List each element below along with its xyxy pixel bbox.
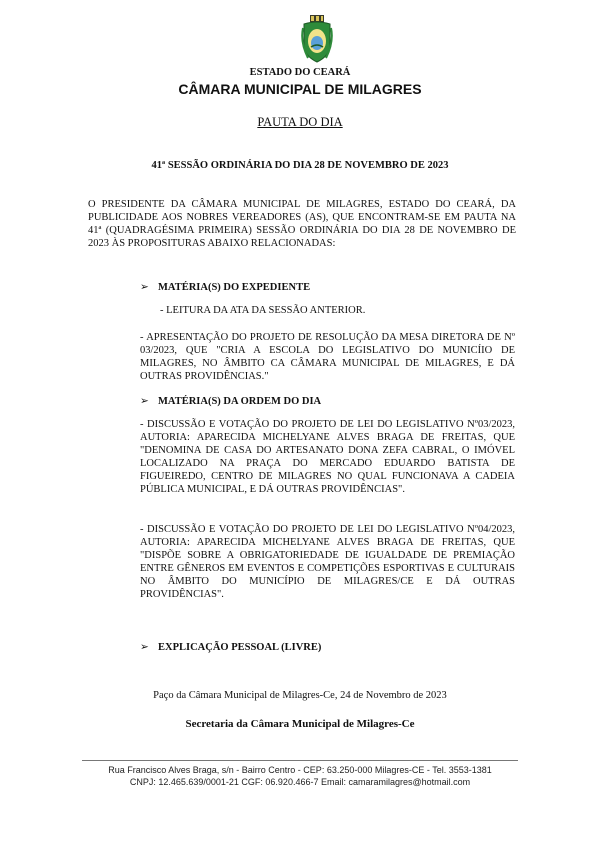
intro-paragraph: O PRESIDENTE DA CÂMARA MUNICIPAL DE MILAGRES, ESTADO DO CEARÁ, DA PUBLICIDADE AOS NOBRES VEREADORES (AS), QUE ENCONTRAM-SE EM PAUTA NA 41ª (QUADRAGÉSIMA PRIMEIRA) SESSÃO ORDINÁRIA DO DIA 28 DE NOVEMBRO DE 2023 ÀS PROPOSITURAS ABAIXO RELACIONADAS: <box>88 199 516 249</box>
arrow-bullet-icon: ➢ <box>140 642 149 653</box>
place-date-line: Paço da Câmara Municipal de Milagres-Ce, 24 de Novembro de 2023 <box>153 690 447 701</box>
session-title: 41ª SESSÃO ORDINÁRIA DO DIA 28 DE NOVEMBRO DE 2023 <box>151 160 449 171</box>
section-explicacao-heading: ➢ EXPLICAÇÃO PESSOAL (LIVRE) <box>140 642 322 653</box>
expediente-item-2: - APRESENTAÇÃO DO PROJETO DE RESOLUÇÃO DA MESA DIRETORA DE Nº 03/2023, QUE "CRIA A ESCOLA DO LEGISLATIVO DO MUNICÍIO DE MILAGRES, NO ÂMBITO CA CÂMARA MUNICIPAL DE MILAGRES, E DÁ OUTRAS PROVIDÊNCIAS." <box>140 332 515 382</box>
arrow-bullet-icon: ➢ <box>140 282 149 293</box>
ordem-do-dia-item-1: - DISCUSSÃO E VOTAÇÃO DO PROJETO DE LEI DO LEGISLATIVO Nº03/2023, AUTORIA: APARECIDA MICHELYANE ALVES BRAGA DE FREITAS, QUE "DENOMINA DE CASA DO ARTESANATO DONA ZEFA CABRAL, O IMÓVEL LOCALIZADO NA PRAÇA DO MERCADO EDUARDO BATISTA DE FIGUEIREDO, CENTRO DE MILAGRES NO QUAL FUNCIONAVA A CADEIA PÚBLICA MUNICIPAL, E DÁ OUTRAS PROVIDÊNCIAS". <box>140 419 515 495</box>
footer-address: Rua Francisco Alves Braga, s/n - Bairro Centro - CEP: 63.250-000 Milagres-CE - Tel. 3553-1381 <box>108 765 492 775</box>
coat-of-arms-icon <box>300 14 334 64</box>
state-heading: ESTADO DO CEARÁ <box>249 67 351 78</box>
chamber-heading: CÂMARA MUNICIPAL DE MILAGRES <box>178 81 422 97</box>
document-title: PAUTA DO DIA <box>257 115 343 129</box>
arrow-bullet-icon: ➢ <box>140 396 149 407</box>
expediente-item-1: - LEITURA DA ATA DA SESSÃO ANTERIOR. <box>160 305 366 316</box>
ordem-do-dia-item-2: - DISCUSSÃO E VOTAÇÃO DO PROJETO DE LEI DO LEGISLATIVO Nº04/2023, AUTORIA: APARECIDA MICHELYANE ALVES BRAGA DE FREITAS, QUE "DISPÕE SOBRE A OBRIGATORIEDADE DE IGUALDADE DE PREMIAÇÃO ENTRE GÊNEROS EM EVENTOS E COMPETIÇÕES ESPORTIVAS E CULTURAIS NO ÂMBITO DO MUNICÍPIO DE MILAGRES/CE E DÁ OUTRAS PROVIDÊNCIAS". <box>140 524 515 600</box>
footer-divider <box>82 760 518 761</box>
section-expediente-heading: ➢ MATÉRIA(S) DO EXPEDIENTE <box>140 282 311 293</box>
footer-ids: CNPJ: 12.465.639/0001-21 CGF: 06.920.466-7 Email: camaramilagres@hotmail.com <box>129 777 471 787</box>
signer-line: Secretaria da Câmara Municipal de Milagres-Ce <box>185 718 415 730</box>
section-ordem-do-dia-heading: ➢ MATÉRIA(S) DA ORDEM DO DIA <box>140 396 322 407</box>
